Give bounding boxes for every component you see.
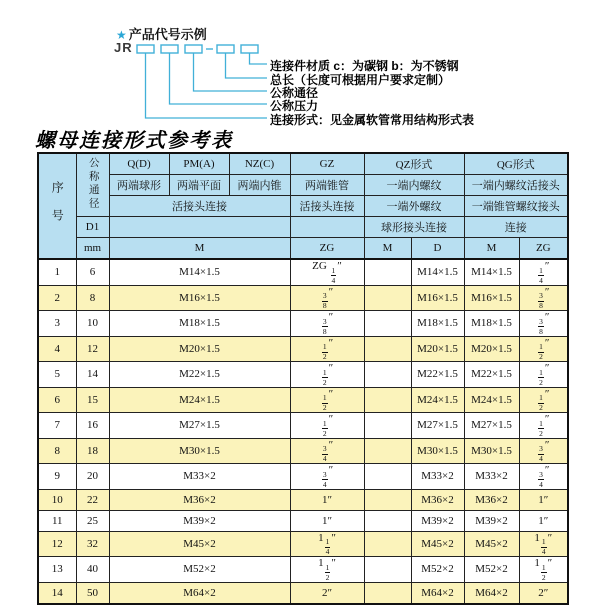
cell-qg-zg: 1 $\frac{1}{2}$ ″ [519, 557, 568, 583]
table-header [38, 153, 568, 259]
code-box [241, 45, 258, 53]
header-gz-conn: 活接头连接 [290, 196, 364, 217]
connector-line [250, 53, 268, 64]
cell-qz-m [364, 489, 411, 510]
header-mm: mm [76, 238, 109, 260]
code-box [137, 45, 154, 53]
cell-seq: 14 [38, 582, 76, 604]
cell-qg-m: M16×1.5 [464, 285, 519, 311]
cell-qg-zg: $\frac{1}{2}$ ″ [519, 362, 568, 388]
table-row [38, 362, 568, 388]
cell-seq: 11 [38, 510, 76, 531]
cell-qz-d: M16×1.5 [411, 285, 464, 311]
cell-gz: 1 $\frac{1}{4}$ ″ [290, 531, 364, 557]
cell-qg-zg: 1″ [519, 510, 568, 531]
connector-line [226, 53, 268, 78]
cell-gz: 2″ [290, 582, 364, 604]
header-nz: NZ(C) [229, 153, 290, 175]
table-row [38, 413, 568, 439]
table-row [38, 464, 568, 490]
header-qg-zg: ZG [519, 238, 568, 260]
cell-qz-d: M52×2 [411, 557, 464, 583]
header-dn: 公称通径 [76, 153, 109, 217]
cell-dn: 25 [76, 510, 109, 531]
cell-gz: 1″ [290, 489, 364, 510]
connector-line [194, 53, 268, 91]
cell-qz-m [364, 582, 411, 604]
cell-m: M39×2 [109, 510, 290, 531]
cell-gz: $\frac{1}{2}$ ″ [290, 362, 364, 388]
cell-qg-m: M52×2 [464, 557, 519, 583]
cell-seq: 6 [38, 387, 76, 413]
code-prefix: JR [114, 40, 133, 55]
cell-qg-zg: 2″ [519, 582, 568, 604]
cell-dn: 6 [76, 259, 109, 285]
header-zg: ZG [290, 238, 364, 260]
cell-seq: 5 [38, 362, 76, 388]
cell-qg-m: M18×1.5 [464, 311, 519, 337]
header-gz-desc: 两端锥管 [290, 175, 364, 196]
header-qz-desc2: 一端外螺纹 [364, 196, 464, 217]
cell-qz-d: M36×2 [411, 489, 464, 510]
header-q: Q(D) [109, 153, 169, 175]
cell-gz: $\frac{1}{2}$ ″ [290, 387, 364, 413]
cell-dn: 18 [76, 438, 109, 464]
cell-qz-d: M27×1.5 [411, 413, 464, 439]
cell-seq: 9 [38, 464, 76, 490]
cell-qz-d: M22×1.5 [411, 362, 464, 388]
cell-m: M18×1.5 [109, 311, 290, 337]
cell-qg-m: M33×2 [464, 464, 519, 490]
code-label-diameter: 公称通径 [270, 86, 319, 100]
header-union-conn: 活接头连接 [109, 196, 290, 217]
cell-qg-zg: $\frac{3}{8}$ ″ [519, 285, 568, 311]
table-row [38, 259, 568, 285]
table-row [38, 582, 568, 604]
cell-dn: 10 [76, 311, 109, 337]
cell-dn: 15 [76, 387, 109, 413]
table-row [38, 510, 568, 531]
cell-dn: 40 [76, 557, 109, 583]
cell-dn: 12 [76, 336, 109, 362]
code-label-connection: 连接形式：见金属软管常用结构形式表 [270, 113, 475, 127]
code-box [185, 45, 202, 53]
cell-seq: 10 [38, 489, 76, 510]
code-label-material: 连接件材质 c：为碳钢 b：为不锈钢 [270, 59, 459, 73]
header-qz-m: M [364, 238, 411, 260]
product-code-diagram [0, 0, 600, 130]
table-row [38, 438, 568, 464]
cell-qz-d: M18×1.5 [411, 311, 464, 337]
cell-qg-m: M20×1.5 [464, 336, 519, 362]
star-icon: ★ [116, 28, 127, 42]
cell-gz: $\frac{1}{2}$ ″ [290, 336, 364, 362]
header-d1: D1 [76, 217, 109, 238]
cell-m: M33×2 [109, 464, 290, 490]
table-title: 螺母连接形式参考表 [35, 128, 233, 152]
cell-qz-m [364, 438, 411, 464]
header-qg: QG形式 [464, 153, 568, 175]
cell-dn: 20 [76, 464, 109, 490]
header-qg-desc2: 一端锥管螺纹接头 [464, 196, 568, 217]
header-qz-desc1: 一端内螺纹 [364, 175, 464, 196]
cell-qz-m [364, 464, 411, 490]
header-pm: PM(A) [169, 153, 229, 175]
cell-m: M27×1.5 [109, 413, 290, 439]
header-gz: GZ [290, 153, 364, 175]
cell-seq: 4 [38, 336, 76, 362]
header-qg-conn: 连接 [464, 217, 568, 238]
cell-qg-m: M27×1.5 [464, 413, 519, 439]
cell-qz-m [364, 259, 411, 285]
cell-seq: 2 [38, 285, 76, 311]
cell-qg-m: M36×2 [464, 489, 519, 510]
cell-dn: 14 [76, 362, 109, 388]
cell-gz: $\frac{3}{8}$ ″ [290, 285, 364, 311]
table-body [38, 259, 568, 604]
cell-qg-m: M30×1.5 [464, 438, 519, 464]
cell-dn: 32 [76, 531, 109, 557]
header-m: M [109, 238, 290, 260]
connector-line [146, 53, 268, 118]
header-nz-desc: 两端内锥 [229, 175, 290, 196]
cell-qz-m [364, 311, 411, 337]
header-blank-gz [290, 217, 364, 238]
cell-qg-zg: 1″ [519, 489, 568, 510]
cell-m: M22×1.5 [109, 362, 290, 388]
cell-dn: 22 [76, 489, 109, 510]
header-qz: QZ形式 [364, 153, 464, 175]
cell-qz-m [364, 387, 411, 413]
diagram-title-text: 产品代号示例 [128, 27, 207, 42]
cell-qg-zg: $\frac{1}{2}$ ″ [519, 336, 568, 362]
cell-gz: $\frac{3}{8}$ ″ [290, 311, 364, 337]
cell-gz: 1 $\frac{1}{2}$ ″ [290, 557, 364, 583]
table-row [38, 531, 568, 557]
cell-qg-m: M22×1.5 [464, 362, 519, 388]
cell-m: M52×2 [109, 557, 290, 583]
cell-qg-m: M24×1.5 [464, 387, 519, 413]
cell-qg-m: M39×2 [464, 510, 519, 531]
cell-qz-m [364, 336, 411, 362]
header-qz-conn: 球形接头连接 [364, 217, 464, 238]
header-q-desc: 两端球形 [109, 175, 169, 196]
cell-gz: $\frac{1}{2}$ ″ [290, 413, 364, 439]
table-row [38, 387, 568, 413]
cell-qz-m [364, 531, 411, 557]
cell-qz-m [364, 285, 411, 311]
cell-dn: 16 [76, 413, 109, 439]
cell-qg-zg: $\frac{3}{4}$ ″ [519, 464, 568, 490]
cell-qg-zg: $\frac{3}{4}$ ″ [519, 438, 568, 464]
header-qg-desc1: 一端内螺纹活接头 [464, 175, 568, 196]
cell-qz-m [364, 362, 411, 388]
cell-qg-zg: 1 $\frac{1}{4}$ ″ [519, 531, 568, 557]
cell-qg-m: M64×2 [464, 582, 519, 604]
table-row [38, 311, 568, 337]
cell-m: M36×2 [109, 489, 290, 510]
cell-qz-d: M45×2 [411, 531, 464, 557]
cell-seq: 1 [38, 259, 76, 285]
code-box [217, 45, 234, 53]
cell-dn: 8 [76, 285, 109, 311]
cell-qz-m [364, 510, 411, 531]
cell-gz: ZG $\frac{1}{4}$ ″ [290, 259, 364, 285]
cell-m: M30×1.5 [109, 438, 290, 464]
cell-m: M14×1.5 [109, 259, 290, 285]
code-box [161, 45, 178, 53]
header-seq: 序号 [38, 153, 76, 259]
cell-qz-d: M14×1.5 [411, 259, 464, 285]
cell-seq: 12 [38, 531, 76, 557]
code-label-length: 总长（长度可根据用户要求定制） [270, 73, 451, 87]
cell-qg-m: M14×1.5 [464, 259, 519, 285]
header-blank-union [109, 217, 290, 238]
header-qz-d: D [411, 238, 464, 260]
cell-qg-zg: $\frac{1}{2}$ ″ [519, 413, 568, 439]
cell-seq: 3 [38, 311, 76, 337]
table-row [38, 489, 568, 510]
cell-qz-d: M33×2 [411, 464, 464, 490]
cell-qz-m [364, 413, 411, 439]
cell-seq: 8 [38, 438, 76, 464]
cell-m: M20×1.5 [109, 336, 290, 362]
table-row [38, 285, 568, 311]
cell-gz: $\frac{3}{4}$ ″ [290, 464, 364, 490]
table-row [38, 336, 568, 362]
cell-qg-zg: $\frac{1}{4}$ ″ [519, 259, 568, 285]
cell-qz-d: M39×2 [411, 510, 464, 531]
cell-m: M24×1.5 [109, 387, 290, 413]
cell-dn: 50 [76, 582, 109, 604]
cell-qz-d: M64×2 [411, 582, 464, 604]
cell-qz-d: M20×1.5 [411, 336, 464, 362]
cell-m: M64×2 [109, 582, 290, 604]
cell-m: M16×1.5 [109, 285, 290, 311]
nut-connection-table [37, 152, 569, 605]
cell-qz-d: M24×1.5 [411, 387, 464, 413]
cell-qg-m: M45×2 [464, 531, 519, 557]
cell-gz: $\frac{3}{4}$ ″ [290, 438, 364, 464]
cell-seq: 13 [38, 557, 76, 583]
cell-m: M45×2 [109, 531, 290, 557]
cell-qg-zg: $\frac{3}{8}$ ″ [519, 311, 568, 337]
header-qg-m: M [464, 238, 519, 260]
code-label-pressure: 公称压力 [270, 99, 319, 113]
table-row [38, 557, 568, 583]
cell-qz-m [364, 557, 411, 583]
cell-qz-d: M30×1.5 [411, 438, 464, 464]
cell-gz: 1″ [290, 510, 364, 531]
cell-seq: 7 [38, 413, 76, 439]
cell-qg-zg: $\frac{1}{2}$ ″ [519, 387, 568, 413]
header-pm-desc: 两端平面 [169, 175, 229, 196]
